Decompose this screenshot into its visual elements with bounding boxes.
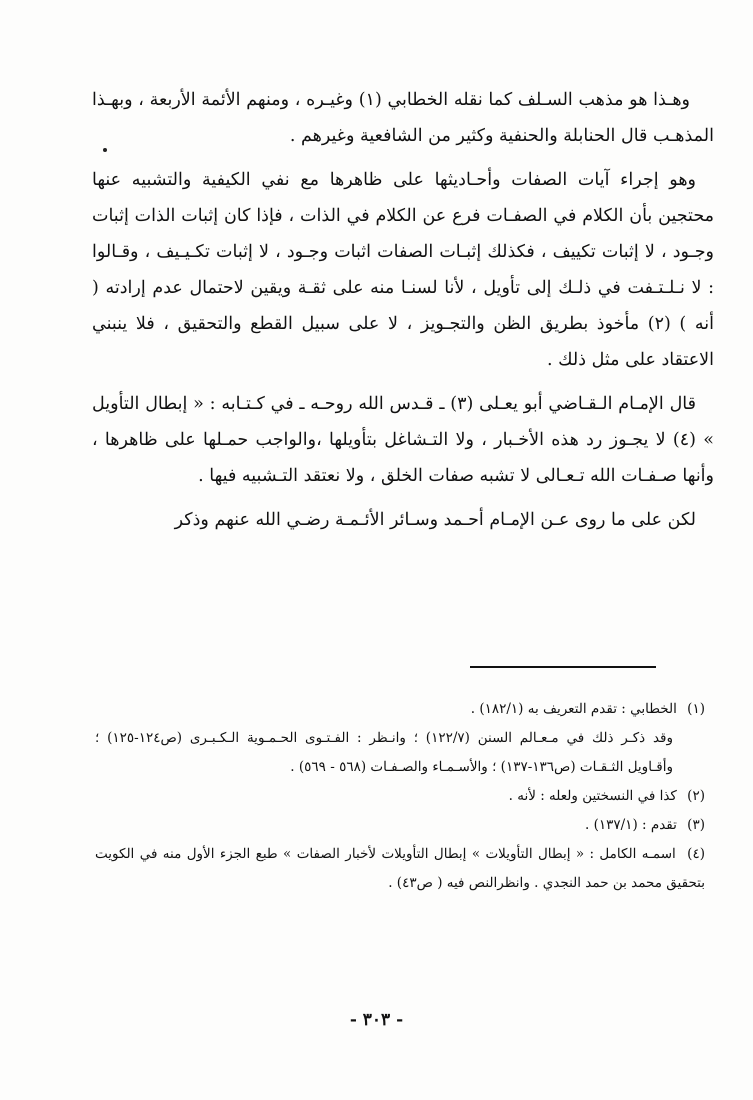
page-number: - ٣٠٣ - <box>349 1010 404 1030</box>
main-text <box>92 82 714 546</box>
footnote-1 <box>95 695 705 724</box>
paragraph-2: وهو إجراء آيات الصفات وأحـاديثها على ظاهرها مع نفي الكيفية والتشبيه عنها محتجين بأن الكلام في الصفـات فرع عن الكلام في الذات ، فإذا كان إثبات الذات إثبات وجـود ، لا إثبات تكييف ، فكذلك إثبـات الصفات اثبات وجـود ، لا إثبات تكـيـيف ، وقـالوا : لا نـلـتـفت في ذلـك إلى تأويل ، لأنا لسنـا منه على ثقـة ويقين لاحتمال عدم إرادته ( أنه ) (٢) مأخوذ بطريق الظن والتجـويز ، لا على سبيل القطع والتحقيق ، فلا ينبني الاعتقاد على مثل ذلك . <box>92 170 714 370</box>
footnote-number: (٣) <box>687 817 705 833</box>
footnote-text: تقدم : (١٣٧/١) . <box>585 817 677 833</box>
footnote-separator <box>470 666 656 668</box>
paragraph-4: لكن على ما روى عـن الإمـام أحـمد وسـائر الأئـمـة رضـي الله عنهم وذكر <box>174 510 696 530</box>
footnote-number: (٢) <box>687 788 705 804</box>
footnote-number: (٤) <box>687 846 705 862</box>
footnotes <box>95 695 705 898</box>
footnote-number: (١) <box>687 701 705 717</box>
footnote-2 <box>95 782 705 811</box>
paragraph-1: وهـذا هو مذهب السـلف كما نقله الخطابي (١) وغيـره ، ومنهم الأئمة الأربعة ، وبهـذا المذهـب قال الحنابلة والحنفية وكثير من الشافعية وغيرهم . <box>92 90 714 146</box>
footnote-3 <box>95 811 705 840</box>
footnote-text: كذا في النسختين ولعله : لأنه . <box>508 788 677 804</box>
footnote-text: الخطابي : تقدم التعريف به (١٨٢/١) . <box>470 701 677 717</box>
footnote-text: اسمـه الكامل : « إبطال التأويلات » إبطال التأويلات لأخبار الصفات » طبع الجزء الأول منه في الكويت بتحقيق محمد بن حمد النجدي . وانظرالنص فيه ( ص٤٣) . <box>95 846 705 891</box>
paragraph-3: قال الإمـام الـقـاضي أبو يعـلى (٣) ـ قـدس الله روحـه ـ في كـتـابه : « إبطال التأويل » (٤) لا يجـوز رد هذه الأخـبار ، ولا التـشاغل بتأويلها ،والواجب حمـلها على ظاهرها ، وأنها صـفـات الله تـعـالى لا تشبه صفات الخلق ، ولا نعتقد التـشبيه فيها . <box>92 394 714 486</box>
footnote-1-continuation: وقد ذكـر ذلك في مـعـالم السنن (١٢٢/٧) ؛ وانـظر : الفـتـوى الحـمـوية الـكـبـرى (ص١٢٤-١٢٥) ؛ وأقـاويل الثـقـات (ص١٣٦-١٣٧) ؛ والأسـمـاء والصـفـات (٥٦٨ - ٥٦٩) . <box>95 730 674 775</box>
footnote-4 <box>95 840 705 898</box>
